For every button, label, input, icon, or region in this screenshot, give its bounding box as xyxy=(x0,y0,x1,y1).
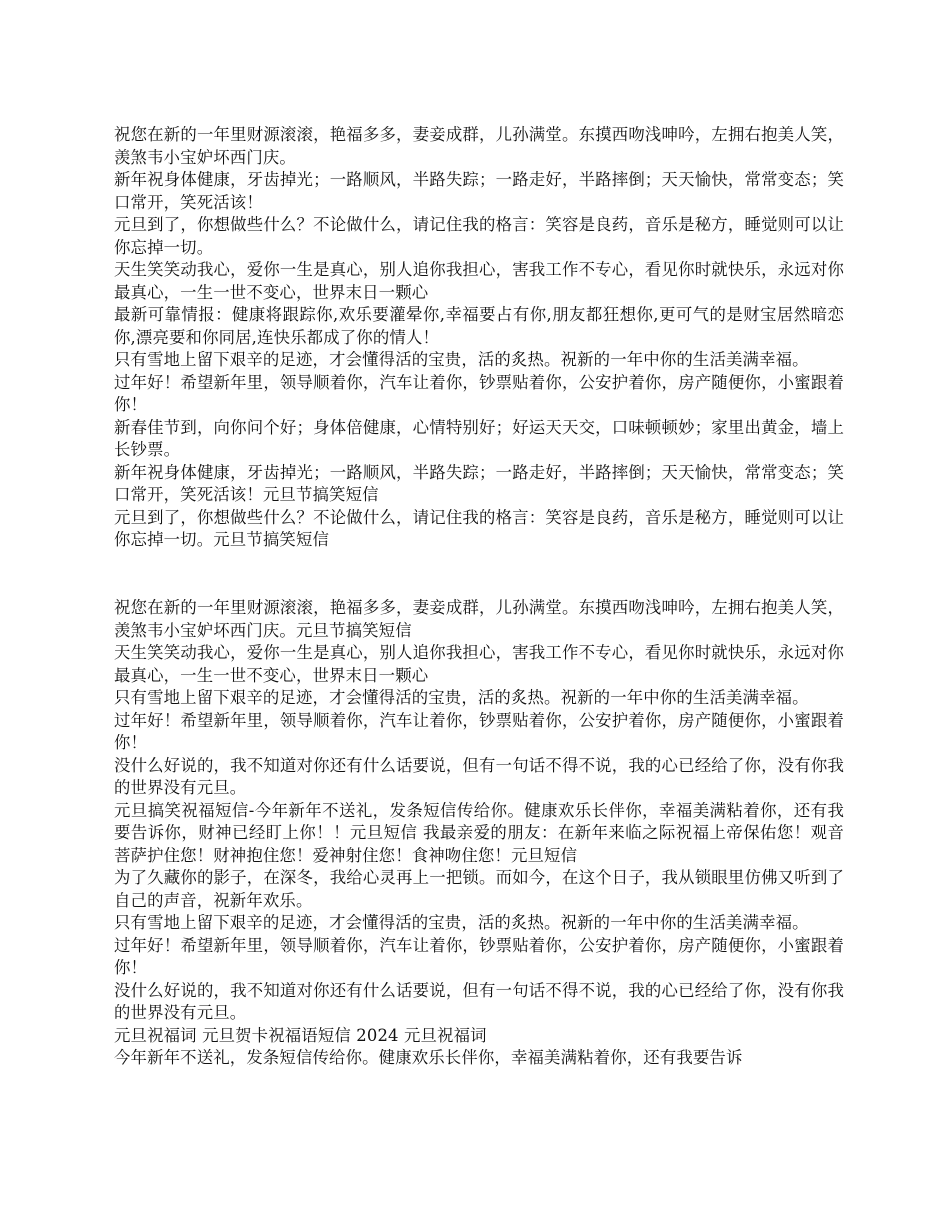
text-section-2 xyxy=(114,597,844,1070)
paragraph: 祝您在新的一年里财源滚滚，艳福多多，妻妾成群，儿孙满堂。东摸西吻浅呻吟，左拥右抱美人笑，羡煞韦小宝妒坏西门庆。元旦节搞笑短信 xyxy=(114,598,844,640)
paragraph: 祝您在新的一年里财源滚滚，艳福多多，妻妾成群，儿孙满堂。东摸西吻浅呻吟，左拥右抱美人笑，羡煞韦小宝妒坏西门庆。 xyxy=(114,125,844,167)
paragraph: 没什么好说的，我不知道对你还有什么话要说，但有一句话不得不说，我的心已经给了你，没有你我的世界没有元旦。 xyxy=(114,755,844,797)
paragraph: 只有雪地上留下艰辛的足迹，才会懂得活的宝贵，活的炙热。祝新的一年中你的生活美满幸福。 xyxy=(114,688,809,707)
paragraph: 今年新年不送礼，发条短信传给你。健康欢乐长伴你，幸福美满粘着你，还有我要告诉 xyxy=(114,1048,743,1067)
paragraph: 天生笑笑动我心，爱你一生是真心，别人追你我担心，害我工作不专心，看见你时就快乐，永远对你最真心，一生一世不变心，世界末日一颗心 xyxy=(114,260,844,302)
paragraph: 过年好！希望新年里，领导顺着你，汽车让着你，钞票贴着你，公安护着你，房产随便你，小蜜跟着你！ xyxy=(114,372,844,414)
paragraph: 最新可靠情报：健康将跟踪你,欢乐要灌晕你,幸福要占有你,朋友都狂想你,更可气的是财宝居然暗恋你,漂亮要和你同居,连快乐都成了你的情人！ xyxy=(114,305,844,347)
paragraph: 为了久藏你的影子，在深冬，我给心灵再上一把锁。而如今，在这个日子，我从锁眼里仿佛又听到了自己的声音，祝新年欢乐。 xyxy=(114,868,844,910)
paragraph: 元旦到了，你想做些什么？不论做什么，请记住我的格言：笑容是良药，音乐是秘方，睡觉则可以让你忘掉一切。 xyxy=(114,215,844,257)
paragraph: 元旦搞笑祝福短信-今年新年不送礼，发条短信传给你。健康欢乐长伴你，幸福美满粘着你，还有我要告诉你，财神已经盯上你！！元旦短信 我最亲爱的朋友：在新年来临之际祝福上帝保佑您！观音菩萨护住您！财神抱住您！爱神射住您！食神吻住您！元旦短信 xyxy=(114,800,844,865)
paragraph: 没什么好说的，我不知道对你还有什么话要说，但有一句话不得不说，我的心已经给了你，没有你我的世界没有元旦。 xyxy=(114,980,844,1022)
paragraph: 新年祝身体健康，牙齿掉光；一路顺风，半路失踪；一路走好，半路摔倒；天天愉快，常常变态；笑口常开，笑死活该！元旦节搞笑短信 xyxy=(114,462,844,504)
paragraph: 元旦到了，你想做些什么？不论做什么，请记住我的格言：笑容是良药，音乐是秘方，睡觉则可以让你忘掉一切。元旦节搞笑短信 xyxy=(114,507,844,549)
paragraph: 只有雪地上留下艰辛的足迹，才会懂得活的宝贵，活的炙热。祝新的一年中你的生活美满幸福。 xyxy=(114,350,809,369)
text-section-1 xyxy=(114,124,844,552)
paragraph: 只有雪地上留下艰辛的足迹，才会懂得活的宝贵，活的炙热。祝新的一年中你的生活美满幸福。 xyxy=(114,913,809,932)
paragraph: 过年好！希望新年里，领导顺着你，汽车让着你，钞票贴着你，公安护着你，房产随便你，小蜜跟着你！ xyxy=(114,935,844,977)
paragraph: 新春佳节到，向你问个好；身体倍健康，心情特别好；好运天天交，口味顿顿妙；家里出黄金，墙上长钞票。 xyxy=(114,417,844,459)
paragraph: 过年好！希望新年里，领导顺着你，汽车让着你，钞票贴着你，公安护着你，房产随便你，小蜜跟着你！ xyxy=(114,710,844,752)
section-heading: 元旦祝福词 元旦贺卡祝福语短信 2024 元旦祝福词 xyxy=(114,1025,487,1045)
paragraph: 新年祝身体健康，牙齿掉光；一路顺风，半路失踪；一路走好，半路摔倒；天天愉快，常常变态；笑口常开，笑死活该！ xyxy=(114,170,844,212)
paragraph: 天生笑笑动我心，爱你一生是真心，别人追你我担心，害我工作不专心，看见你时就快乐，永远对你最真心，一生一世不变心，世界末日一颗心 xyxy=(114,643,844,685)
